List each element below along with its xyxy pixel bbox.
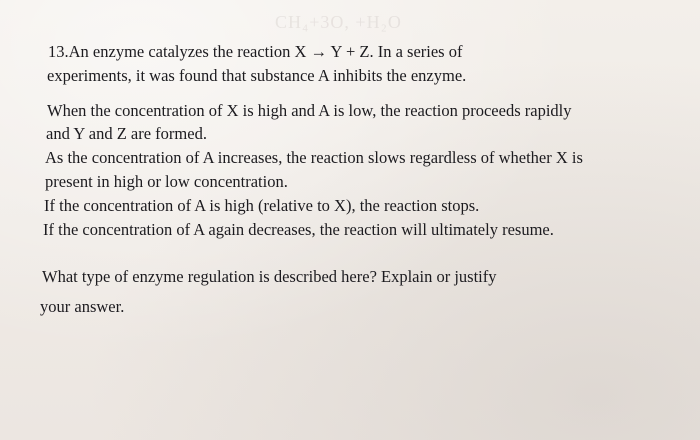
question-line-5: As the concentration of A increases, the reaction slows regardless of whether X is	[45, 148, 583, 167]
question-line-4: and Y and Z are formed.	[46, 124, 207, 143]
question-line-7: If the concentration of A is high (relative to X), the reaction stops.	[44, 196, 480, 215]
question-line-8: If the concentration of A again decreases, the reaction will ultimately resume.	[43, 220, 554, 239]
show-through-text: CH₄+3O, +H₂O	[275, 12, 402, 32]
question-line-9: What type of enzyme regulation is described here? Explain or justify	[42, 267, 497, 286]
question-line-2: experiments, it was found that substance A inhibits the enzyme.	[47, 66, 467, 85]
question-line-6: present in high or low concentration.	[45, 172, 288, 191]
question-line-10: your answer.	[40, 297, 125, 316]
question-line-3: When the concentration of X is high and A is low, the reaction proceeds rapidly	[47, 101, 572, 120]
question-line-1: 13.An enzyme catalyzes the reaction X → Y + Z. In a series of	[48, 42, 463, 61]
